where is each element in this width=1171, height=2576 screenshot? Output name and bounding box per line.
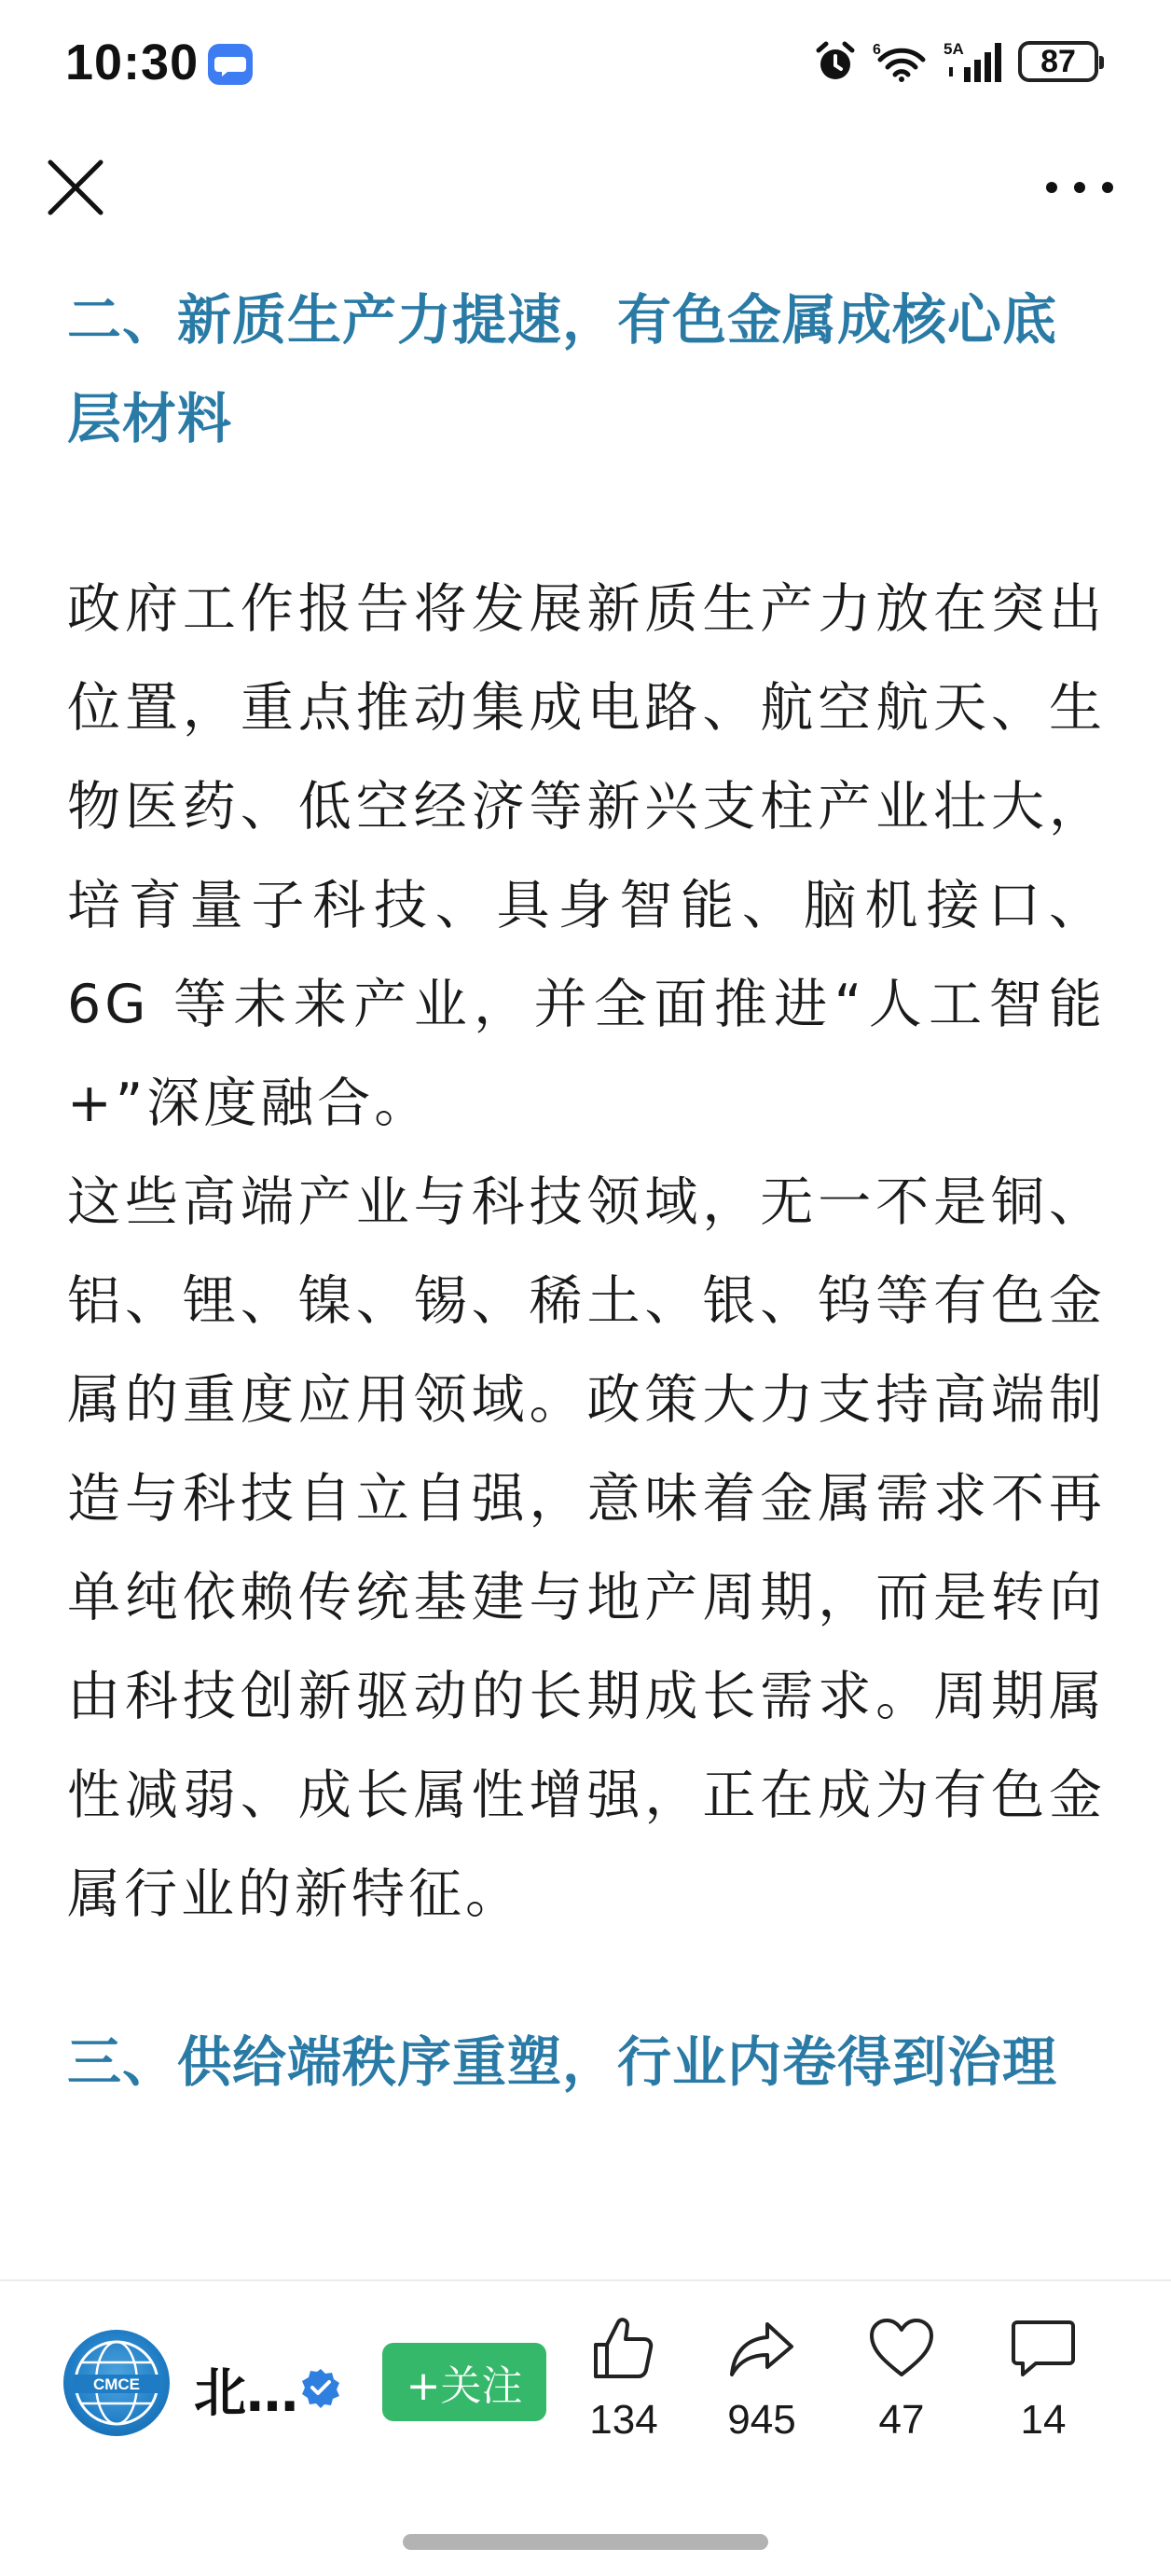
section-heading-2: 二、新质生产力提速，有色金属成核心底层材料	[67, 288, 1058, 450]
author-avatar[interactable]	[63, 2330, 170, 2436]
status-time: 10:30	[65, 35, 200, 90]
share-button[interactable]	[706, 2313, 818, 2444]
alarm-icon	[813, 39, 858, 84]
battery-level: 87	[1040, 44, 1076, 79]
article-paragraph-1: 政府工作报告将发展新质生产力放在突出位置，重点推动集成电路、航空航天、生物医药、低空经济等新兴支柱产业壮大，培育量子科技、具身智能、脑机接口、6G 等未来产业，并全面推进“人工智能 +”深度融合。	[67, 578, 1106, 1134]
verified-badge-icon	[300, 2367, 341, 2408]
battery-indicator	[1018, 41, 1098, 82]
favorite-count: 47	[878, 2397, 925, 2443]
message-notification-icon	[207, 43, 254, 86]
globe-logo-icon	[63, 2330, 170, 2436]
bottom-action-bar	[0, 2279, 1171, 2576]
home-indicator[interactable]	[403, 2534, 768, 2550]
status-icons	[813, 39, 1098, 84]
favorite-button[interactable]	[846, 2313, 957, 2444]
close-icon[interactable]	[43, 155, 108, 220]
comment-icon	[1008, 2313, 1079, 2384]
share-icon	[726, 2313, 797, 2384]
article-body	[67, 270, 1106, 2112]
thumbs-up-icon	[588, 2313, 659, 2384]
svg-text:5A: 5A	[944, 40, 964, 58]
more-options-icon[interactable]	[1042, 166, 1117, 209]
avatar-logo-text: CMCE	[92, 2375, 141, 2393]
status-bar	[0, 0, 1171, 131]
heart-icon	[866, 2313, 937, 2384]
article-paragraph-2: 这些高端产业与科技领域，无一不是铜、铝、锂、镍、锡、稀土、银、钨等有色金属的重度应用领域。政策大力支持高端制造与科技自立自强，意味着金属需求不再单纯依赖传统基建与地产周期，而是转向由科技创新驱动的长期成长需求。周期属性减弱、成长属性增强，正在成为有色金属行业的新特征。	[67, 1171, 1106, 1925]
comment-button[interactable]	[987, 2313, 1099, 2444]
follow-button[interactable]: +关注	[382, 2343, 546, 2421]
like-count: 134	[589, 2397, 658, 2443]
signal-icon	[944, 39, 1005, 84]
like-button[interactable]	[568, 2313, 680, 2444]
comment-count: 14	[1020, 2397, 1067, 2443]
wifi-icon	[871, 39, 930, 84]
section-heading-3: 三、供给端秩序重塑，行业内卷得到治理	[67, 2030, 1058, 2094]
author-name[interactable]: 北…	[194, 2363, 298, 2424]
share-count: 945	[727, 2397, 796, 2443]
svg-text:6: 6	[873, 42, 881, 58]
